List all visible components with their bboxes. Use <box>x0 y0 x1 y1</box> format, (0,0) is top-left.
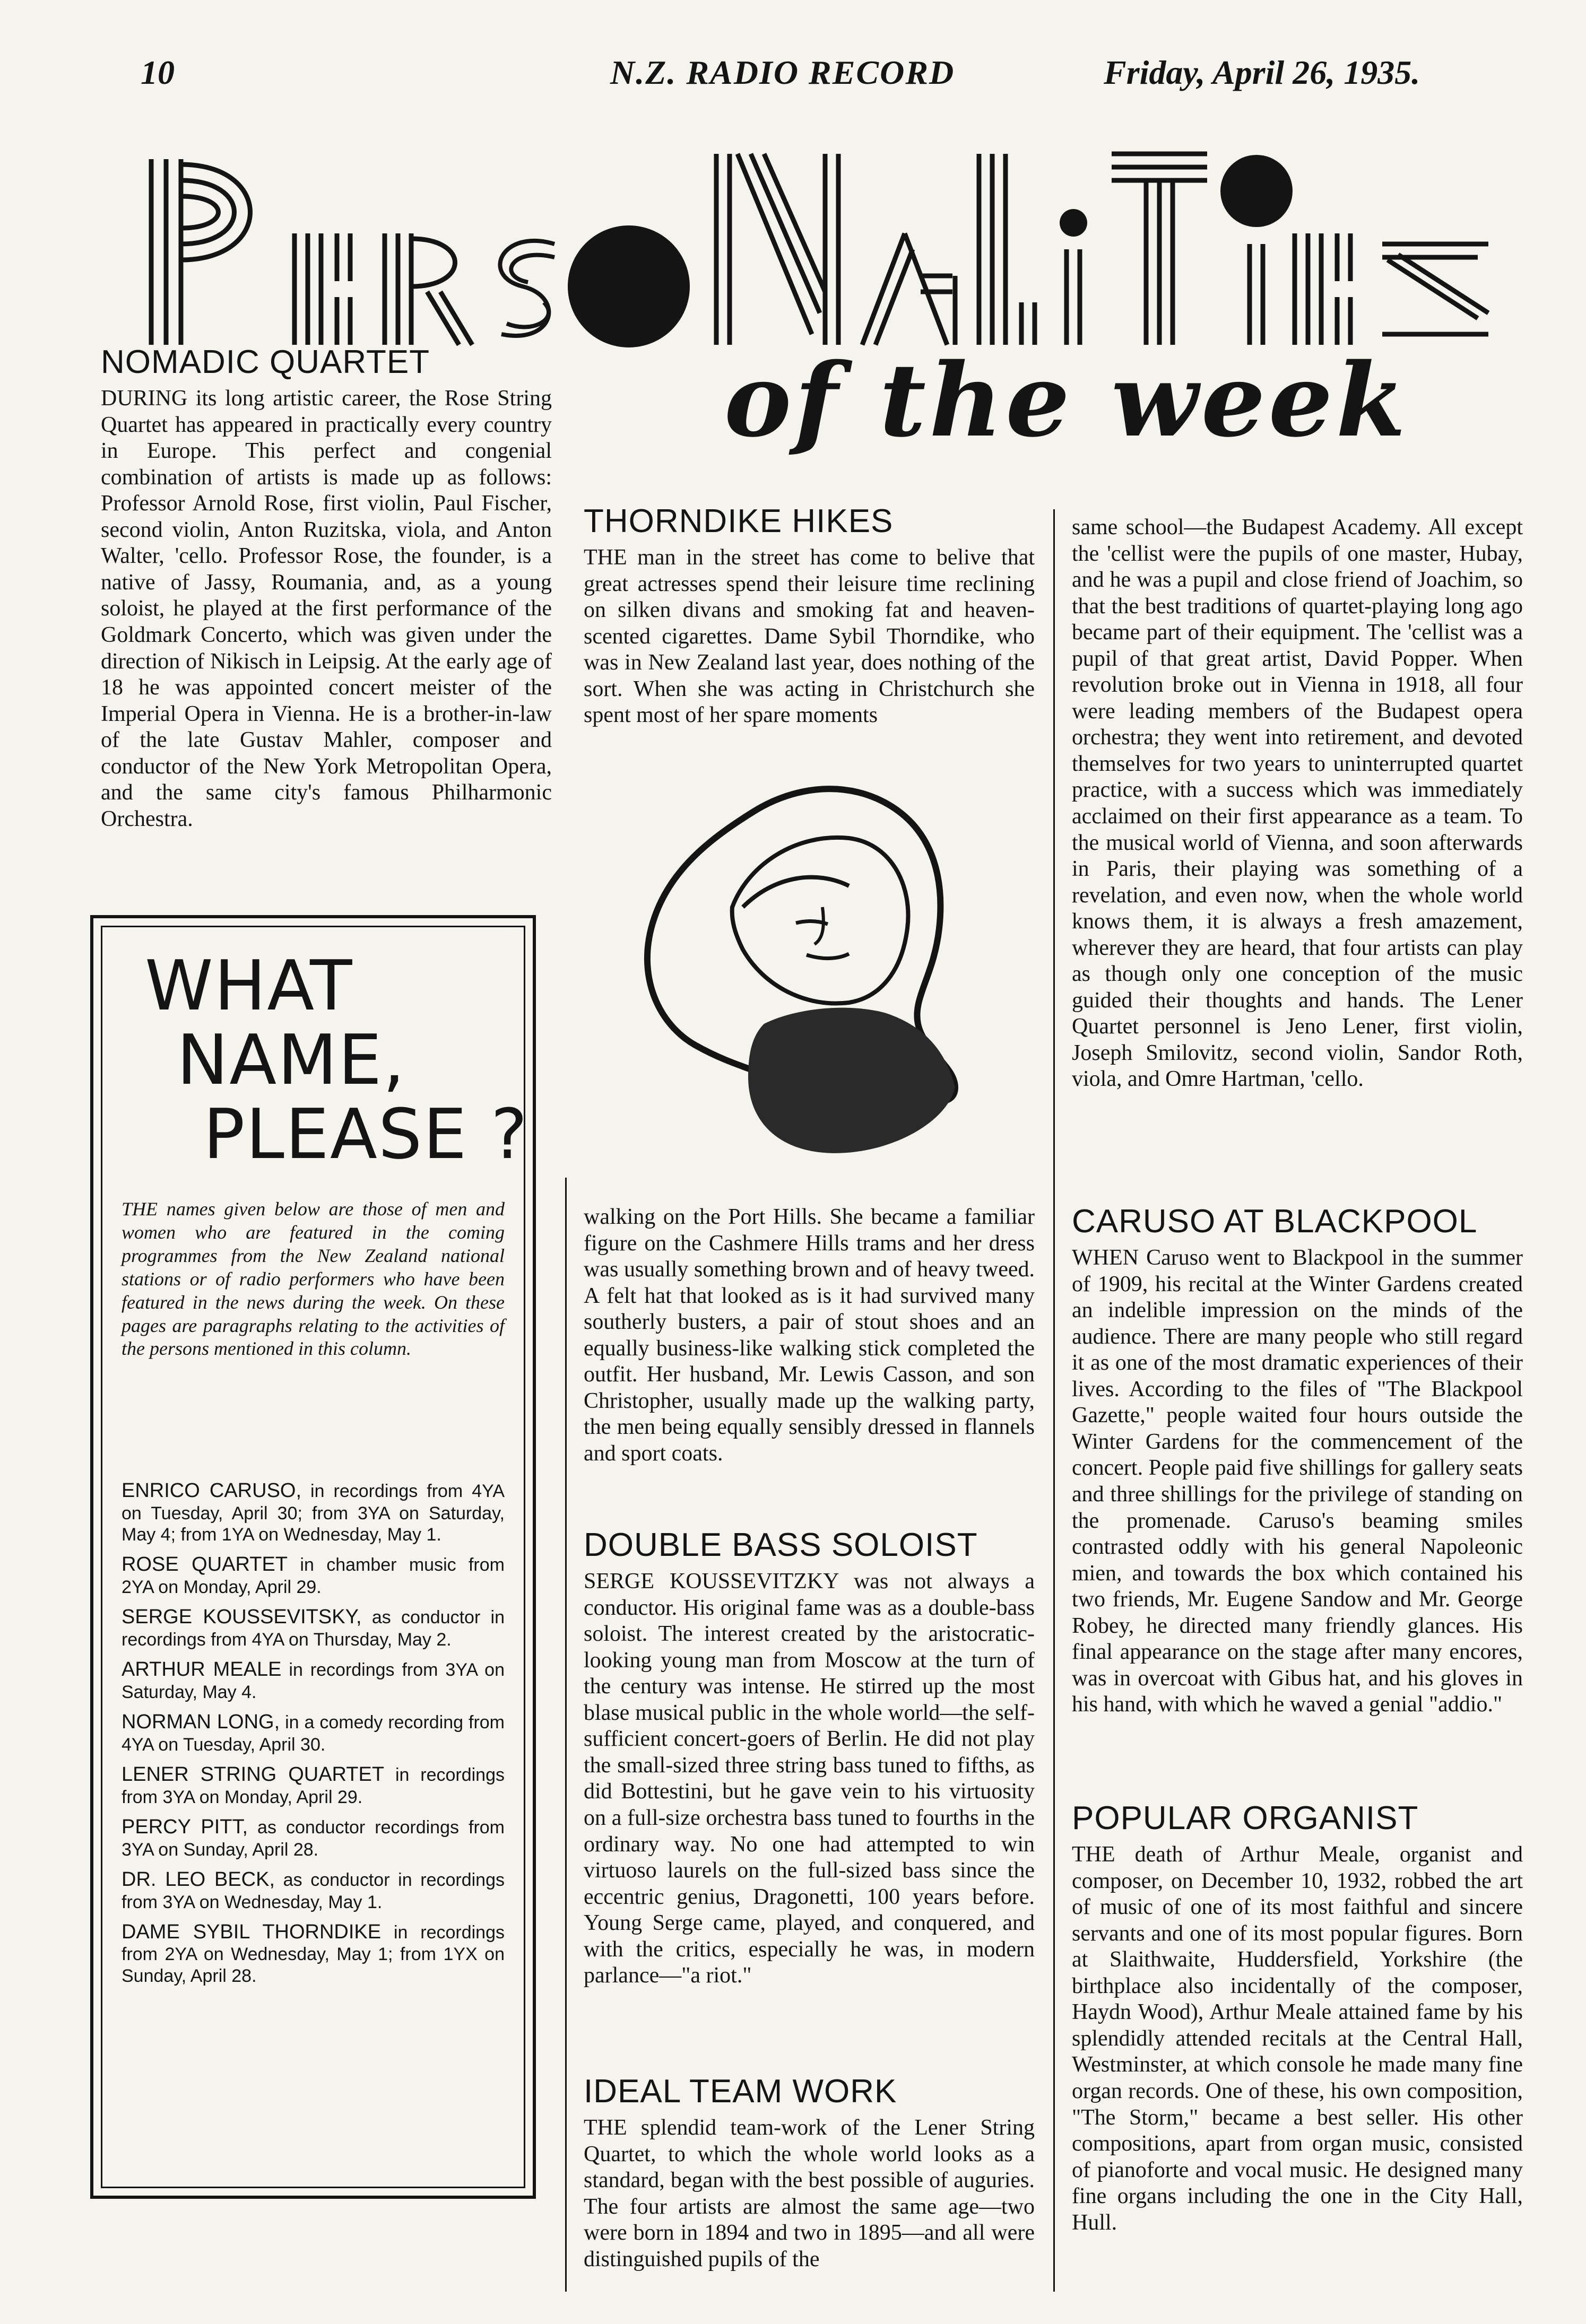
masthead-subtitle: of the week <box>724 341 1409 459</box>
article-body: THE splendid team-work of the Lener String Quartet, to which the whole world looks as a standard, began with the best possible of auguries. The four artists are almost the same age—two were born in 1894 and two in 1895—and all were distinguished pupils of the <box>584 2116 1035 2271</box>
wn-entry-detail: as conductor recordings from 3YA on Sunday, April 28. <box>122 1817 505 1860</box>
wn-entry <box>122 1815 505 1860</box>
letter-e-2 <box>1295 233 1350 345</box>
article-thorndike-hikes <box>584 504 1035 729</box>
wn-entry <box>122 1868 505 1913</box>
column-divider <box>1053 509 1055 2292</box>
wn-entry-name: ROSE QUARTET <box>122 1553 288 1576</box>
article-thorndike-hikes-continued <box>584 1204 1035 1467</box>
issue-date: Friday, April 26, 1935. <box>1104 54 1420 91</box>
wn-entry-name: NORMAN LONG, <box>122 1710 280 1733</box>
wn-entry <box>122 1920 505 1987</box>
wn-entry <box>122 1553 505 1598</box>
article-ideal-team-work <box>584 2074 1035 2273</box>
letter-s-2 <box>1382 244 1488 334</box>
wn-intro: THE names given below are those of men and women who are featured in the coming programmes from the New Zealand national stations or of radio performers who have been featured in the news during the week. On these pages are paragraphs relating to the activities of the persons mentioned in this column. <box>122 1198 505 1360</box>
article-heading: THORNDIKE HIKES <box>584 503 894 539</box>
wn-entry <box>122 1763 505 1808</box>
article-body: WHEN Caruso went to Blackpool in the summer of 1909, his recital at the Winter Gardens created an indelible impression on the minds of the audience. There are many people who still regard it as one of the most dramatic experiences of their lives. According to the files of "The Blackpool Gazette," people waited four hours outside the Winter Gardens for the commencement of the concert. People paid five shillings for gallery seats and three shillings for the privilege of standing on the promenade. Caruso's beaming smiles contrasted oddly with his general Napoleonic mien, and towards the box which contained his two friends, Mr. Eugene Sandow and Mr. George Robey, he directed many friendly glances. His final appearance on the stage after many encores, was in overcoat with Gibus hat, and his gloves in his hand, with which he waved a genial "addio." <box>1072 1246 1523 1717</box>
wn-entry <box>122 1479 505 1545</box>
thorndike-portrait-illustration <box>573 748 1040 1183</box>
what-name-please-box <box>90 915 536 2199</box>
wn-title-line-1: WHAT <box>145 945 353 1026</box>
wn-entry-detail: in chamber music from 2YA on Monday, April 29. <box>122 1555 505 1597</box>
article-body: SERGE KOUSSEVITZKY was not always a conductor. His original fame was as a double-bass soloist. The interest created by the aristocratic-looking young man from Moscow at the turn of the century was intense. He stirred up the most blase musical public in the whole world—the self-sufficient concert-goers of Berlin. He did not play the small-sized three string bass tuned to fifths, as did Bottestini, but he gave vein to his virtuosity on a full-size orchestra bass tuned to fourths in the ordinary way. No one had attempted to win virtuoso laurels on the full-sized bass since the eccentric genius, Dragonetti, 100 years before. Young Serge came, played, and conquered, and with the critics, especially he was, in modern parlance—"a riot." <box>584 1569 1035 1988</box>
page-number: 10 <box>141 54 175 91</box>
wn-entry <box>122 1710 505 1755</box>
letter-e <box>294 233 350 345</box>
column-divider <box>565 1178 567 2292</box>
article-ideal-team-work-continued <box>1072 515 1523 1093</box>
letter-a <box>862 233 955 345</box>
wn-entry-detail: as conductor in recordings from 4YA on Thursday, May 2. <box>122 1607 505 1650</box>
letter-p <box>151 159 250 345</box>
letter-i <box>1067 249 1080 345</box>
letter-o-disc <box>568 225 690 347</box>
letter-n <box>716 154 838 345</box>
article-heading: NOMADIC QUARTET <box>101 344 430 380</box>
wn-entry-list <box>122 1479 505 1994</box>
wn-entry-name: SERGE KOUSSEVITSKY, <box>122 1605 362 1628</box>
wn-entry-detail: in recordings from 3YA on Saturday, May 4. <box>122 1659 505 1702</box>
article-double-bass-soloist <box>584 1528 1035 1989</box>
wn-entry-detail: in recordings from 2YA on Wednesday, May 1; from 1YX on Sunday, April 28. <box>122 1922 505 1986</box>
letter-i-2 <box>1250 244 1263 345</box>
wn-title-line-3: PLEASE ? <box>203 1094 528 1174</box>
wn-entry-detail: in recordings from 4YA on Tuesday, April 30; from 3YA on Saturday, May 4; from 1YA on Wednesday, May 1. <box>122 1481 505 1545</box>
wn-entry-name: ARTHUR MEALE <box>122 1658 282 1681</box>
article-body-continued: same school—the Budapest Academy. All except the 'cellist were the pupils of one master, Hubay, and he was a pupil and close friend of Joachim, so that the best traditions of quartet-playing long ago became part of their equipment. The 'cellist was a pupil of that great artist, David Popper. When revolution broke out in Vienna in 1918, all four were leading members of the Budapest opera orchestra; they went into retirement, and devoted themselves for two years to uninterrupted quartet practice, with a success which was immediately acclaimed on their first appearance as a team. To the musical world of Vienna, and soon afterwards in Paris, their playing was something of a revelation, and even now, when the whole world knows them, it is always a fresh amazement, wherever they are heard, that four artists can play as though only one conception of the music guided their thoughts and hands. The Lener Quartet personnel is Jeno Lener, first violin, Joseph Smilovitz, second violin, Sandor Roth, viola, and Omre Hartman, 'cello. <box>1072 515 1523 1092</box>
wn-entry-name: DR. LEO BECK, <box>122 1868 275 1891</box>
article-body: THE man in the street has come to belive that great actresses spend their leisure time reclining on silken divans and smoking fat and heaven-scented cigarettes. Dame Sybil Thorndike, who was in New Zealand last year, does nothing of the sort. When she was acting in Christchurch she spent most of her spare moments <box>584 545 1035 728</box>
wn-entry-name: PERCY PITT, <box>122 1815 248 1838</box>
letter-s <box>500 241 554 336</box>
wn-entry-name: ENRICO CARUSO, <box>122 1479 302 1502</box>
publication-name: N.Z. RADIO RECORD <box>610 54 955 91</box>
wn-title-line-2: NAME, <box>177 1020 406 1100</box>
wn-entry-detail: in recordings from 3YA on Monday, April 29. <box>122 1764 505 1807</box>
letter-t <box>1112 154 1207 345</box>
wn-entry-name: LENER STRING QUARTET <box>122 1763 385 1786</box>
article-body: THE death of Arthur Meale, organist and composer, on December 10, 1932, robbed the art of music of one of its most faithful and sincere servants and one of its most popular figures. Born at Slaithwaite, Huddersfield, Yorkshire (the birthplace also incidentally of the composer, Haydn Wood), Arthur Meale attained fame by his splendidly attended recitals at the Central Hall, Westminster, at which console he made many fine organ records. One of these, his own composition, "The Storm," became a best seller. His other compositions, apart from organ music, consisted of pianoforte and vocal music. He designed many fine organs including the one in the City Hall, Hull. <box>1072 1842 1523 2235</box>
article-heading: CARUSO AT BLACKPOOL <box>1072 1203 1478 1240</box>
wn-entry-detail: in a comedy recording from 4YA on Tuesday, April 30. <box>122 1712 505 1755</box>
article-heading: POPULAR ORGANIST <box>1072 1800 1419 1836</box>
masthead-title <box>141 143 1499 355</box>
article-heading: IDEAL TEAM WORK <box>584 2073 897 2110</box>
article-heading: DOUBLE BASS SOLOIST <box>584 1527 978 1563</box>
article-popular-organist <box>1072 1801 1523 2236</box>
article-body: DURING its long artistic career, the Rose String Quartet has appeared in practically every country in Europe. This perfect and congenial combination of artists is made up as follows: Professor Arnold Rose, first violin, Paul Fischer, second violin, Anton Ruzitska, viola, and Anton Walter, 'cello. Professor Rose, the founder, is a native of Jassy, Roumania, and, as a young soloist, he played at the first performance of the Goldmark Concerto, which was given under the direction of Nikisch in Leipsig. At the early age of 18 he was appointed concert meister of the Imperial Opera in Vienna. He is a brother-in-law of the late Gustav Mahler, composer and conductor of the New York Metropolitan Opera, and the same city's famous Philharmonic Orchestra. <box>101 386 552 831</box>
wn-entry <box>122 1605 505 1650</box>
wn-entry <box>122 1658 505 1703</box>
wn-entry-name: DAME SYBIL THORNDIKE <box>122 1920 382 1943</box>
letter-r <box>385 233 472 345</box>
wn-entry-detail: as conductor in recordings from 3YA on Wednesday, May 1. <box>122 1869 505 1912</box>
article-caruso-at-blackpool <box>1072 1204 1523 1718</box>
letter-l <box>979 154 1035 345</box>
article-nomadic-quartet <box>101 345 552 832</box>
box-inner-border <box>101 926 528 2188</box>
article-body-continued: walking on the Port Hills. She became a familiar figure on the Cashmere Hills trams and her dress was usually something brown and of heavy tweed. A felt hat that looked as is it had survived many southerly busters, a pair of stout shoes and an equally business-like walking stick completed the outfit. Her husband, Mr. Lewis Casson, and son Christopher, usually made up the walking party, the men being equally sensibly dressed in flannels and sport coats. <box>584 1205 1035 1466</box>
